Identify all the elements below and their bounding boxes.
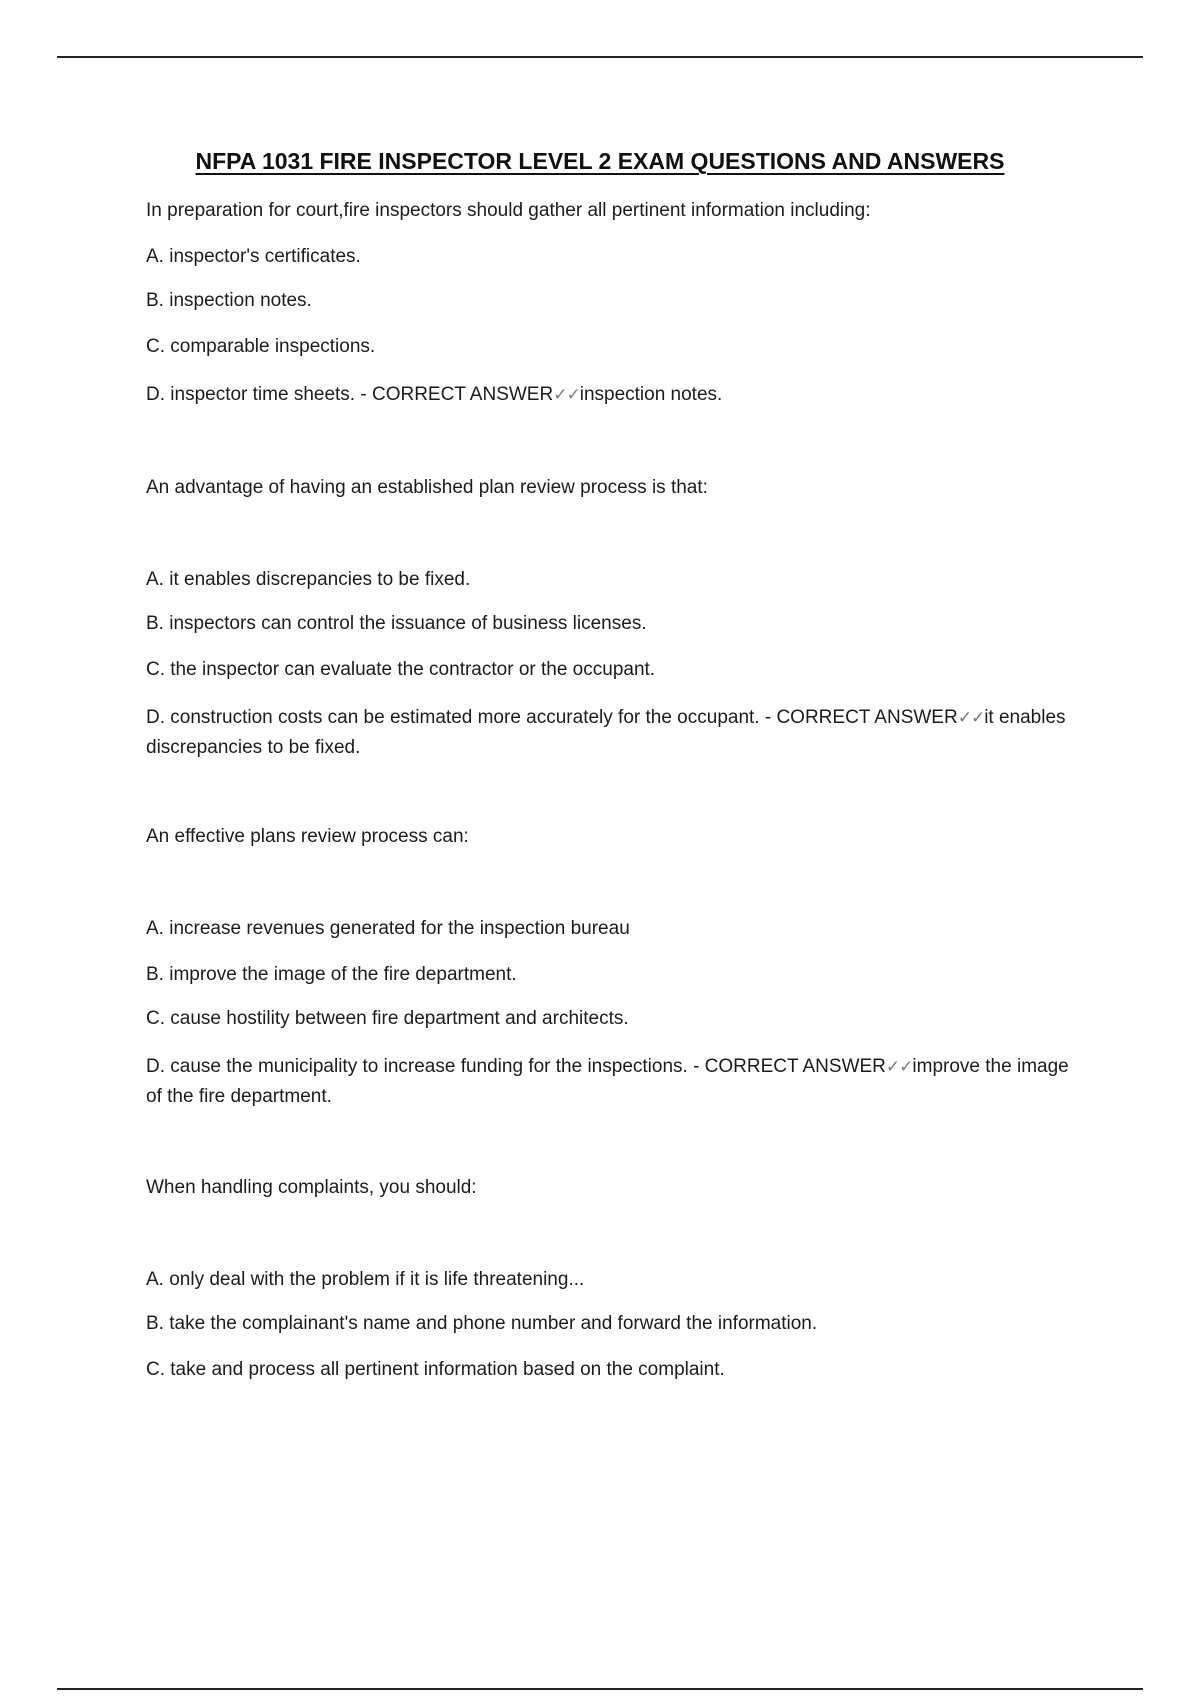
question-1-option-d xyxy=(146,380,1086,410)
question-2-answer: it enables discrepancies to be fixed. xyxy=(146,707,1066,758)
question-2-option-d-text: D. construction costs can be estimated more accurately for the occupant. xyxy=(146,707,760,728)
question-2-text: An advantage of having an established plan review process is that: xyxy=(146,477,708,498)
document-title: NFPA 1031 FIRE INSPECTOR LEVEL 2 EXAM QUESTIONS AND ANSWERS xyxy=(195,148,1005,174)
question-1-option-d-text: D. inspector time sheets. xyxy=(146,384,356,405)
question-4-text: When handling complaints, you should: xyxy=(146,1177,477,1198)
header-rule xyxy=(57,56,1143,58)
question-1-answer: inspection notes. xyxy=(579,384,723,405)
question-3-option-a: A. increase revenues generated for the inspection bureau xyxy=(146,918,630,939)
check-icon: ✓✓ xyxy=(957,708,985,728)
question-3-option-d-text: D. cause the municipality to increase funding for the inspections. xyxy=(146,1056,688,1077)
question-2-answer-label: - CORRECT ANSWER xyxy=(764,707,958,728)
question-1-option-a: A. inspector's certificates. xyxy=(146,246,361,267)
question-3-answer-label: - CORRECT ANSWER xyxy=(693,1056,886,1077)
footer-rule xyxy=(57,1688,1143,1690)
question-4-option-c: C. take and process all pertinent information based on the complaint. xyxy=(146,1359,725,1380)
question-3-answer: improve the image of the fire department. xyxy=(146,1056,1069,1107)
question-1-option-c: C. comparable inspections. xyxy=(146,336,376,357)
question-2-option-d xyxy=(146,703,1086,763)
question-3-option-d xyxy=(146,1052,1086,1112)
question-1-answer-label: - CORRECT ANSWER xyxy=(360,384,554,405)
question-3-text: An effective plans review process can: xyxy=(146,826,469,847)
question-2-option-c: C. the inspector can evaluate the contractor or the occupant. xyxy=(146,659,656,680)
question-3-option-b: B. improve the image of the fire department. xyxy=(146,964,517,985)
question-4-option-b: B. take the complainant's name and phone number and forward the information. xyxy=(146,1313,818,1334)
question-1-text: In preparation for court,fire inspectors should gather all pertinent information including: xyxy=(146,200,871,221)
check-icon: ✓✓ xyxy=(553,385,580,405)
question-1-option-b: B. inspection notes. xyxy=(146,290,312,311)
question-3-option-c: C. cause hostility between fire department and architects. xyxy=(146,1008,629,1029)
question-2-option-a: A. it enables discrepancies to be fixed. xyxy=(146,569,471,590)
question-2-option-b: B. inspectors can control the issuance of business licenses. xyxy=(146,613,647,634)
check-icon: ✓✓ xyxy=(885,1057,913,1077)
question-4-option-a: A. only deal with the problem if it is life threatening... xyxy=(146,1269,585,1290)
